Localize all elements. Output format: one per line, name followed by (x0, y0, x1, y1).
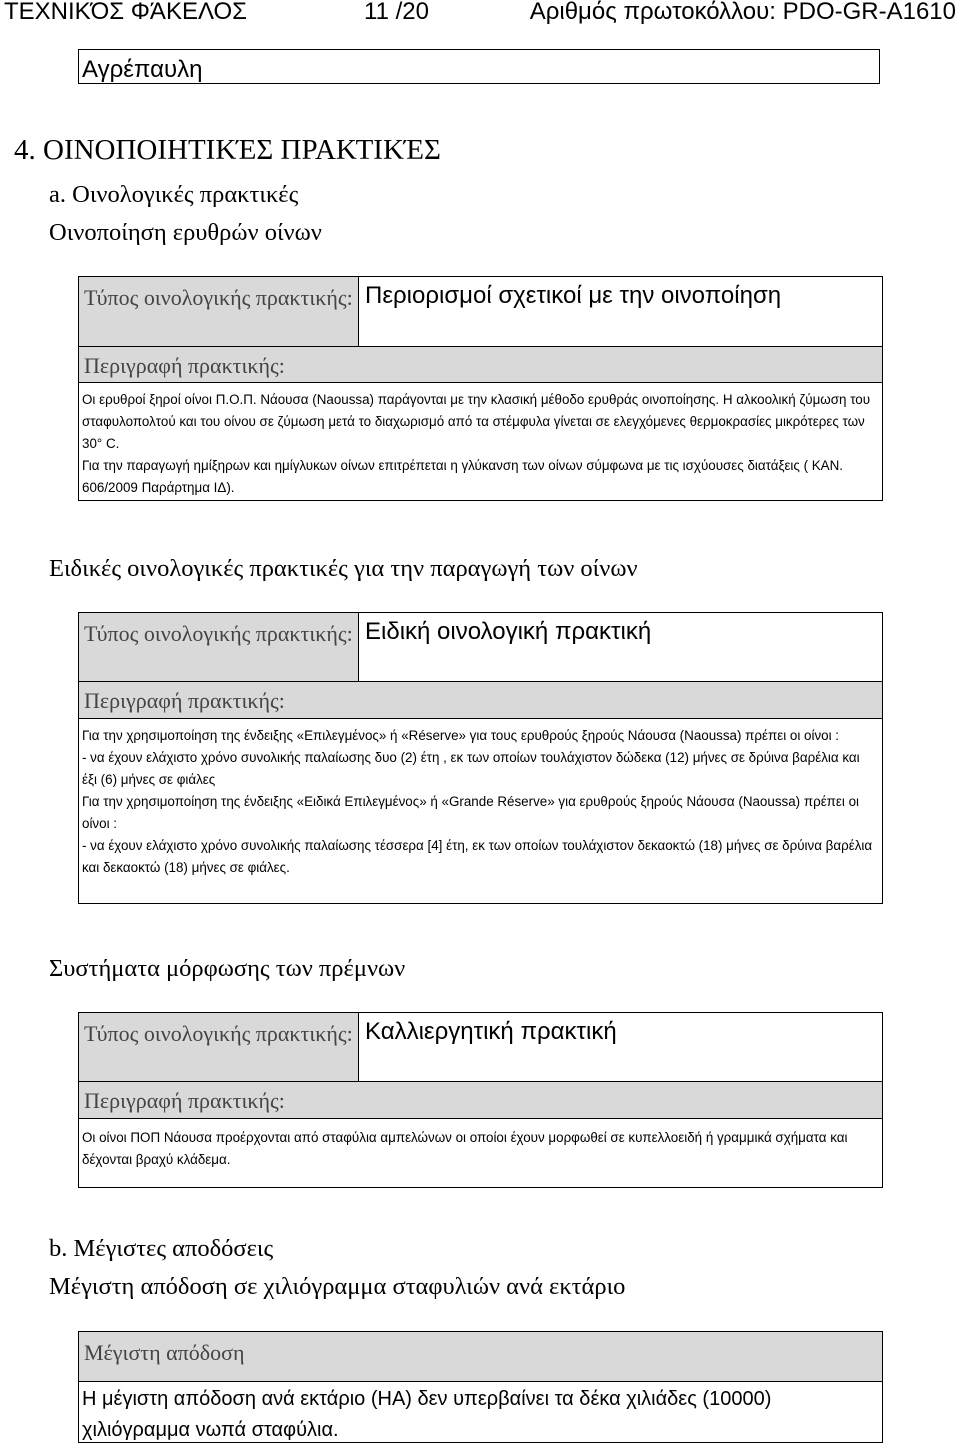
heading-special-practices: Ειδικές οινολογικές πρακτικές για την παραγωγή των οίνων (49, 555, 638, 582)
paragraph: Για την χρησιμοποίηση της ένδειξης «Επιλεγμένος» ή «Réserve» για τους ερυθρούς ξηρούς Νάουσα (Naoussa) πρέπει οι οίνοι : (82, 728, 840, 743)
practice-block-cultivation (78, 1012, 883, 1188)
paragraph: Οι ερυθροί ξηροί οίνοι Π.Ο.Π. Νάουσα (Naoussa) παράγονται με την κλασική μέθοδο ερυθράς οινοποίησης. Η αλκοολική ζύμωση του σταφυλοπολτού και του οίνου σε ζύμωση μετά το διαχωρισμό από τα στέμφυλα γίνεται σε ελεγχόμενες θερμοκρασίες μικρότερες των 30° C. (82, 392, 871, 451)
practice-type-value: Ειδική οινολογική πρακτική (365, 618, 652, 645)
paragraph: Οι οίνοι ΠΟΠ Νάουσα προέρχονται από σταφύλια αμπελώνων οι οποίοι έχουν μορφωθεί σε κυπελλοειδή ή γραμμικά σχήματα και δέχονται βραχύ κλάδεμα. (82, 1130, 848, 1167)
paragraph: - να έχουν ελάχιστο χρόνο συνολικής παλαίωσης δυο (2) έτη , εκ των οποίων τουλάχιστον δώδεκα (12) μήνες σε δρύινα βαρέλια και έξι (6) μήνες σε φιάλες (82, 750, 860, 787)
practice-type-label: Τύπος οινολογικής πρακτικής: (79, 277, 359, 346)
max-yield-label: Μέγιστη απόδοση (79, 1332, 882, 1382)
practice-type-label: Τύπος οινολογικής πρακτικής: (79, 1013, 359, 1081)
practice-type-value: Καλλιεργητική πρακτική (365, 1018, 617, 1045)
practice-description-text (79, 383, 882, 499)
heading-training-systems: Συστήματα μόρφωσης των πρέμνων (49, 955, 406, 982)
max-yield-block (78, 1331, 883, 1443)
practice-description-label: Περιγραφή πρακτικής: (79, 347, 882, 383)
practice-block-special (78, 612, 883, 904)
practice-block-vinification (78, 276, 883, 501)
heading-max-yield: Μέγιστη απόδοση σε χιλιόγραμμα σταφυλιών ανά εκτάριο (49, 1273, 626, 1300)
paragraph: Για την χρησιμοποίηση της ένδειξης «Ειδικά Επιλεγμένος» ή «Grande Réserve» για ερυθρούς ξηρούς Νάουσα (Naoussa) πρέπει οι οίνοι : (82, 794, 859, 831)
paragraph: - να έχουν ελάχιστο χρόνο συνολικής παλαίωσης τέσσερα [4] έτη, εκ των οποίων τουλάχιστον δεκαοκτώ (18) μήνες σε δρύινα βαρέλια και δεκαοκτώ (18) μήνες σε φιάλες. (82, 838, 873, 875)
practice-type-label: Τύπος οινολογικής πρακτικής: (79, 613, 359, 681)
heading-red-wines: Οινοποίηση ερυθρών οίνων (49, 219, 322, 246)
page-header (0, 0, 960, 32)
max-yield-text: Η μέγιστη απόδοση ανά εκτάριο (HA) δεν υπερβαίνει τα δέκα χιλιάδες (10000) χιλιόγραμμα νωπά σταφύλια. (82, 1388, 772, 1441)
practice-description-label: Περιγραφή πρακτικής: (79, 1082, 882, 1119)
document-type-title: ΤΕΧΝΙΚΌΣ ΦΆΚΕΛΟΣ (4, 0, 247, 25)
subsection-title-a: a. Οινολογικές πρακτικές (49, 181, 299, 208)
practice-description-text (79, 719, 882, 879)
practice-type-value: Περιορισμοί σχετικοί με την οινοποίηση (365, 282, 782, 309)
paragraph: Για την παραγωγή ημίξηρων και ημίγλυκων οίνων επιτρέπεται η γλύκανση των οίνων σύμφωνα με τις ισχύουσες διατάξεις ( ΚΑΝ. 606/2009 Παράρτημα ΙΔ). (82, 458, 844, 495)
section-title: 4. ΟΙΝΟΠΟΙΗΤΙΚΈΣ ΠΡΑΚΤΙΚΈΣ (14, 134, 441, 166)
practice-description-text (79, 1119, 882, 1171)
product-name-box: Αγρέπαυλη (78, 49, 880, 84)
protocol-number: Αριθμός πρωτοκόλλου: PDO-GR-A1610 (529, 0, 956, 25)
subsection-title-b: b. Μέγιστες αποδόσεις (49, 1235, 274, 1262)
page-number: 11 /20 (364, 0, 429, 25)
practice-description-label: Περιγραφή πρακτικής: (79, 682, 882, 719)
